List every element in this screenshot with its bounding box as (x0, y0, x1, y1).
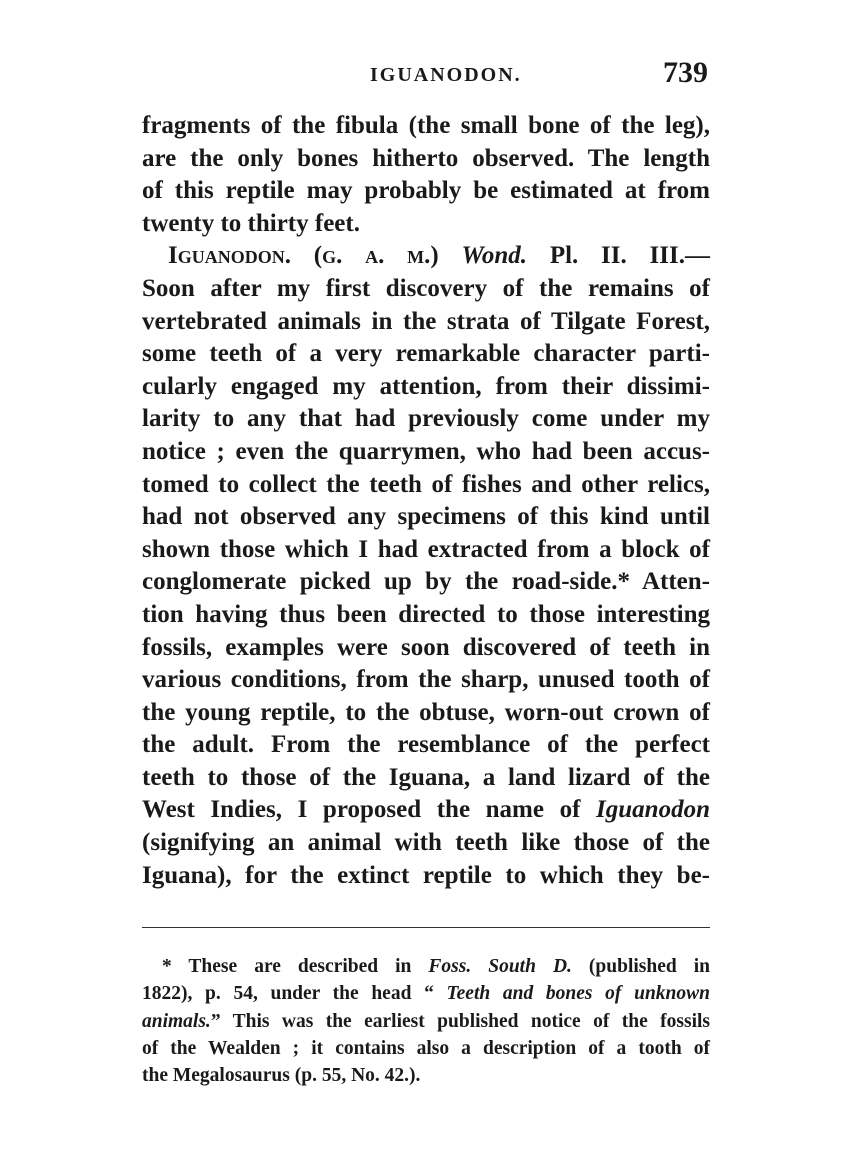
text-line: the adult. From the resemblance of the perfect (142, 731, 710, 759)
section-heading-plates: Pl. II. III.— (549, 242, 710, 270)
text-line: teeth to those of the Iguana, a land lizard of the (142, 763, 710, 791)
footnote-fragment: * These are described in (162, 956, 429, 977)
text-line: various conditions, from the sharp, unused tooth of (142, 666, 710, 694)
text-line: larity to any that had previously come under my (142, 405, 710, 433)
footnote (142, 953, 710, 1089)
text-line: Iguana), for the extinct reptile to which they be- (142, 861, 710, 889)
footnote-line (142, 1008, 710, 1035)
footnote-quote-end: animals. (142, 1010, 211, 1032)
footnote-citation: Foss. South D. (428, 956, 572, 977)
footnote-divider (142, 927, 710, 928)
text-line: vertebrated animals in the strata of Tilgate Forest, (142, 307, 710, 335)
text-line: had not observed any specimens of this kind until (142, 503, 710, 531)
genus-name: Iguanodon (596, 796, 710, 824)
text-fragment: West Indies, I proposed the name of (142, 796, 597, 824)
running-title: IGUANODON. (370, 64, 522, 86)
footnote-fragment: ” This was the earliest published notice of the fossils (210, 1010, 710, 1032)
footnote-line: the Megalosaurus (p. 55, No. 42.). (142, 1065, 421, 1087)
footnote-quote: Teeth and bones of unknown (446, 983, 710, 1005)
section-heading-line (142, 240, 710, 273)
main-text (142, 110, 710, 892)
text-line-with-genus (142, 794, 710, 827)
text-line: the young reptile, to the obtuse, worn-out crown of (142, 698, 710, 726)
text-line: shown those which I had extracted from a block of (142, 535, 710, 563)
footnote-line (142, 953, 710, 980)
text-line: twenty to thirty feet. (142, 209, 360, 237)
text-line: fragments of the fibula (the small bone of the leg), (142, 112, 710, 139)
page-header (142, 56, 710, 100)
footnote-line (142, 980, 710, 1007)
text-line: fossils, examples were soon discovered of teeth in (142, 633, 710, 661)
text-line: Soon after my first discovery of the remains of (142, 274, 710, 302)
text-line: tion having thus been directed to those interesting (142, 600, 710, 628)
section-heading-abbrev: (g. a. m.) (313, 242, 439, 270)
section-heading-name: Iguanodon. (168, 242, 291, 270)
text-line: of this reptile may probably be estimated at from (142, 177, 710, 205)
text-line: cularly engaged my attention, from their dissimi- (142, 372, 710, 400)
text-line: tomed to collect the teeth of fishes and other relics, (142, 470, 710, 498)
text-line: some teeth of a very remarkable character parti- (142, 340, 710, 368)
text-line: notice ; even the quarrymen, who had been accus- (142, 437, 710, 465)
footnote-fragment: 1822), p. 54, under the head “ (142, 983, 447, 1005)
text-line: (signifying an animal with teeth like those of the (142, 829, 710, 857)
section-heading-reference: Wond. (461, 242, 528, 270)
footnote-fragment: (published in (571, 956, 711, 977)
page-number: 739 (663, 56, 708, 89)
text-line: conglomerate picked up by the road-side.* Atten- (142, 568, 710, 596)
text-line: are the only bones hitherto observed. The length (142, 144, 710, 172)
footnote-line: of the Wealden ; it contains also a description of a tooth of (142, 1037, 710, 1059)
